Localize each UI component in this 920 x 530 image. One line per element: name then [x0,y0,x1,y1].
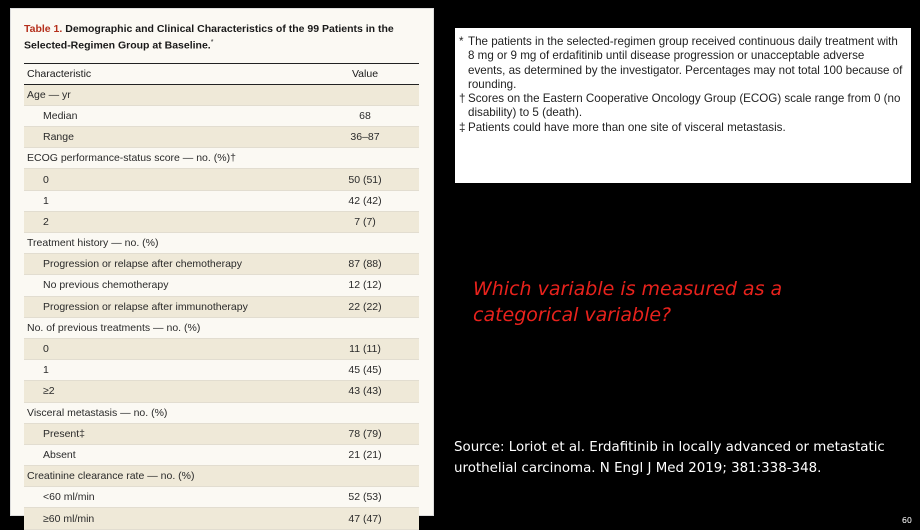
table-row [24,212,419,233]
row-label: 1 [43,364,49,377]
footnotes-panel [455,28,911,183]
table-row [24,254,419,275]
row-label: ECOG performance-status score — no. (%)† [27,152,236,165]
table-row [24,191,419,212]
row-label: Creatinine clearance rate — no. (%) [27,470,195,483]
row-value: 47 (47) [348,512,382,525]
table-row [24,487,419,508]
table-panel [10,8,434,525]
table-row [24,318,419,339]
row-label: Progression or relapse after immunotherapy [43,300,248,313]
row-label: 0 [43,343,49,356]
table-row [24,424,419,445]
source-citation: Source: Loriot et al. Erdafitinib in locally advanced or metastatic urothelial carcinoma. N Engl J Med 2019; 381:338-348. [454,440,885,476]
table-row [24,275,419,296]
row-value: 21 (21) [348,448,382,461]
footnote [459,92,903,121]
footnote-text: Patients could have more than one site of visceral metastasis. [468,120,786,134]
footnote-symbol: ‡ [459,120,466,134]
footnote-symbol: † [459,92,466,106]
row-label: 0 [43,173,49,186]
row-label: 1 [43,194,49,207]
table-row [24,445,419,466]
table-header [24,64,419,85]
row-label: ≥60 ml/min [43,512,95,525]
row-label: <60 ml/min [43,491,95,504]
row-label: Absent [43,448,76,461]
footnote-text: Scores on the Eastern Cooperative Oncology Group (ECOG) scale range from 0 (no disability) to 5 (death). [468,92,901,120]
row-label: Present‡ [43,427,86,440]
table-row [24,508,419,529]
table-title [24,23,419,53]
header-value: Value [351,67,379,80]
table-row [24,339,419,360]
row-label: Treatment history — no. (%) [27,237,159,250]
footnote-text: The patients in the selected-regimen group received continuous daily treatment with 8 mg or 9 mg of erdafitinib until disease progression or unacceptable adverse events, as determined by the investigator. Percentages may not total 100 because of rounding. [468,35,903,91]
footnote [459,121,903,135]
table-row [24,403,419,424]
row-label: No previous chemotherapy [43,279,169,292]
row-label: Visceral metastasis — no. (%) [27,406,168,419]
footnote-symbol: * [459,35,464,48]
row-value: 43 (43) [348,385,382,398]
footnote [459,35,903,92]
row-value: 78 (79) [348,427,382,440]
table-body [24,85,419,530]
row-label: Range [43,131,74,144]
question-text: Which variable is measured as a categorical variable? [473,278,783,326]
table-row [24,148,419,169]
row-label: No. of previous treatments — no. (%) [27,321,201,334]
table-number: Table 1. [24,23,63,35]
table-row [24,360,419,381]
table-row [24,85,419,106]
row-value: 36–87 [350,131,380,144]
table-row [24,127,419,148]
table-row [24,169,419,190]
slide-number: 60 [901,516,912,525]
row-label: Median [43,109,78,122]
table-row [24,106,419,127]
row-value: 68 [359,109,371,122]
row-value: 87 (88) [348,258,382,271]
row-value: 50 (51) [348,173,382,186]
table-row [24,466,419,487]
row-value: 45 (45) [348,364,382,377]
table-row [24,233,419,254]
row-label: 2 [43,215,49,228]
row-value: 52 (53) [348,491,382,504]
row-value: 22 (22) [348,300,382,313]
table-title-text: Demographic and Clinical Characteristics of the 99 Patients in the Selected-Regimen Group at Baseline. [24,23,394,52]
row-value: 42 (42) [348,194,382,207]
row-label: Progression or relapse after chemotherapy [43,258,243,271]
row-value: 11 (11) [349,343,381,356]
row-label: ≥2 [43,385,55,398]
table-row [24,381,419,402]
row-label: Age — yr [27,88,71,101]
header-characteristic: Characteristic [27,67,92,80]
table-row [24,297,419,318]
table-title-marker: * [210,39,214,46]
row-value: 7 (7) [354,215,376,228]
row-value: 12 (12) [348,279,382,292]
